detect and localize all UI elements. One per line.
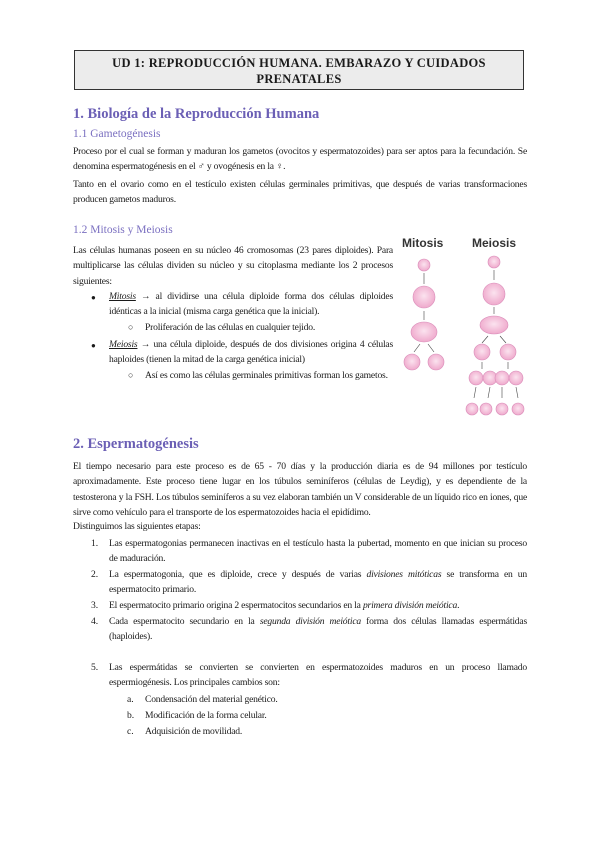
step-number: 3.: [91, 600, 99, 611]
step-2: [109, 567, 527, 598]
meiosis-arrow: →: [137, 339, 154, 350]
gametogenesis-heading: 1.1 Gametogénesis: [73, 128, 161, 140]
step-2-text: La espermatogonia, que es diploide, crece y después de varias: [109, 569, 367, 580]
meiosis-subitem: Así es como las células germinales primitivas forman los gametos.: [145, 370, 388, 381]
meiosis-label: Meiosis: [472, 236, 517, 250]
gametogenesis-paragraph-1: Proceso por el cual se forman y maduran los gametos (ovocitos y espermatozoides) para ser aptos para la fecundación. Se denomina espermatogénesis en el ♂ y ovogénesis en la ♀.: [73, 146, 527, 173]
meiosis-item: [109, 337, 393, 368]
spermatogenesis-paragraph: El tiempo necesario para este proceso es de 65 - 70 días y la producción diaria es de 94 millones por testículo aproximadamente. Este proceso tiene lugar en los túbulos seminíferos (células de Leydig), y es dependiente de la testosterona y la FSH. Los túbulos seminíferos a su vez elaboran también un V considerable de un líquido rico en iones, que sirve como vehículo para el transporte de los espermatozoides hacia el epidídimo.: [73, 461, 527, 518]
step-5: Las espermátidas se convierten se convierten en espermatozoides maduros en un proceso llamado espermiogénesis. Los principales cambios son:: [109, 662, 527, 689]
mitosis-cells: [404, 259, 444, 370]
meiosis-cells: [466, 256, 524, 415]
bullet-dot: ●: [91, 341, 96, 350]
step-3-emphasis: primera división meiótica: [362, 600, 458, 611]
sub-bullet-ring: ○: [128, 370, 134, 380]
substep-c: Adquisición de movilidad.: [145, 726, 243, 737]
mitosis-arrow: →: [135, 291, 156, 302]
mitosis-text: al dividirse una célula diploide forma dos células diploides idénticas a la inicial (misma carga genética que la inicial).: [109, 291, 393, 318]
mitosis-meiosis-diagram: [398, 232, 528, 432]
step-1: Las espermatogonias permanecen inactivas en el testículo hasta la pubertad, momento en que inician su proceso de maduración.: [109, 538, 527, 565]
step-3: [109, 598, 527, 613]
substep-a: Condensación del material genético.: [145, 694, 278, 705]
substep-letter: b.: [127, 710, 135, 721]
mitosis-term: Mitosis: [109, 291, 136, 302]
substep-letter: c.: [127, 726, 134, 737]
step-number: 1.: [91, 538, 99, 549]
step-4: [109, 614, 527, 645]
step-2-text-end: se transforma en un espermatocito primario.: [109, 569, 527, 596]
gametogenesis-paragraph-2: Tanto en el ovario como en el testículo existen células germinales primitivas, que después de varias transformaciones producen gametos maduros.: [73, 179, 527, 206]
step-3-text: El espermatocito primario origina 2 espermatocitos secundarios en la: [109, 600, 363, 611]
step-4-text: Cada espermatocito secundario en la: [109, 616, 260, 627]
step-number: 4.: [91, 616, 99, 627]
meiosis-term: Meiosis: [109, 339, 138, 350]
step-2-emphasis: divisiones mitóticas: [366, 569, 442, 580]
mitosis-meiosis-intro: Las células humanas poseen en su núcleo 46 cromosomas (23 pares diploides). Para multiplicarse las células dividen su núcleo y su citoplasma mediante los 2 procesos siguientes:: [73, 245, 393, 287]
section-2-heading: 2. Espermatogénesis: [73, 436, 199, 452]
bullet-dot: ●: [91, 293, 96, 302]
mitosis-label: Mitosis: [402, 236, 444, 250]
substep-letter: a.: [127, 694, 134, 705]
step-3-text-end: .: [457, 600, 460, 611]
mitosis-item: [109, 289, 393, 320]
stages-lead: Distinguimos las siguientes etapas:: [73, 521, 201, 532]
mitosis-meiosis-heading: 1.2 Mitosis y Meiosis: [73, 224, 173, 236]
section-1-heading: 1. Biología de la Reproducción Humana: [73, 106, 320, 122]
step-number: 2.: [91, 569, 99, 580]
document-title: UD 1: REPRODUCCIÓN HUMANA. EMBARAZO Y CUIDADOS PRENATALES: [74, 50, 524, 90]
step-4-emphasis: segunda división meiótica: [259, 616, 361, 627]
step-4-text-end: forma dos células llamadas espermátidas (haploides).: [109, 616, 527, 643]
sub-bullet-ring: ○: [128, 322, 134, 332]
substep-b: Modificación de la forma celular.: [145, 710, 267, 721]
step-number: 5.: [91, 662, 99, 673]
meiosis-text: una célula diploide, después de dos divisiones origina 4 células haploides (tienen la mitad de la carga genética inicial): [109, 339, 394, 366]
mitosis-subitem: Proliferación de las células en cualquier tejido.: [145, 322, 316, 333]
